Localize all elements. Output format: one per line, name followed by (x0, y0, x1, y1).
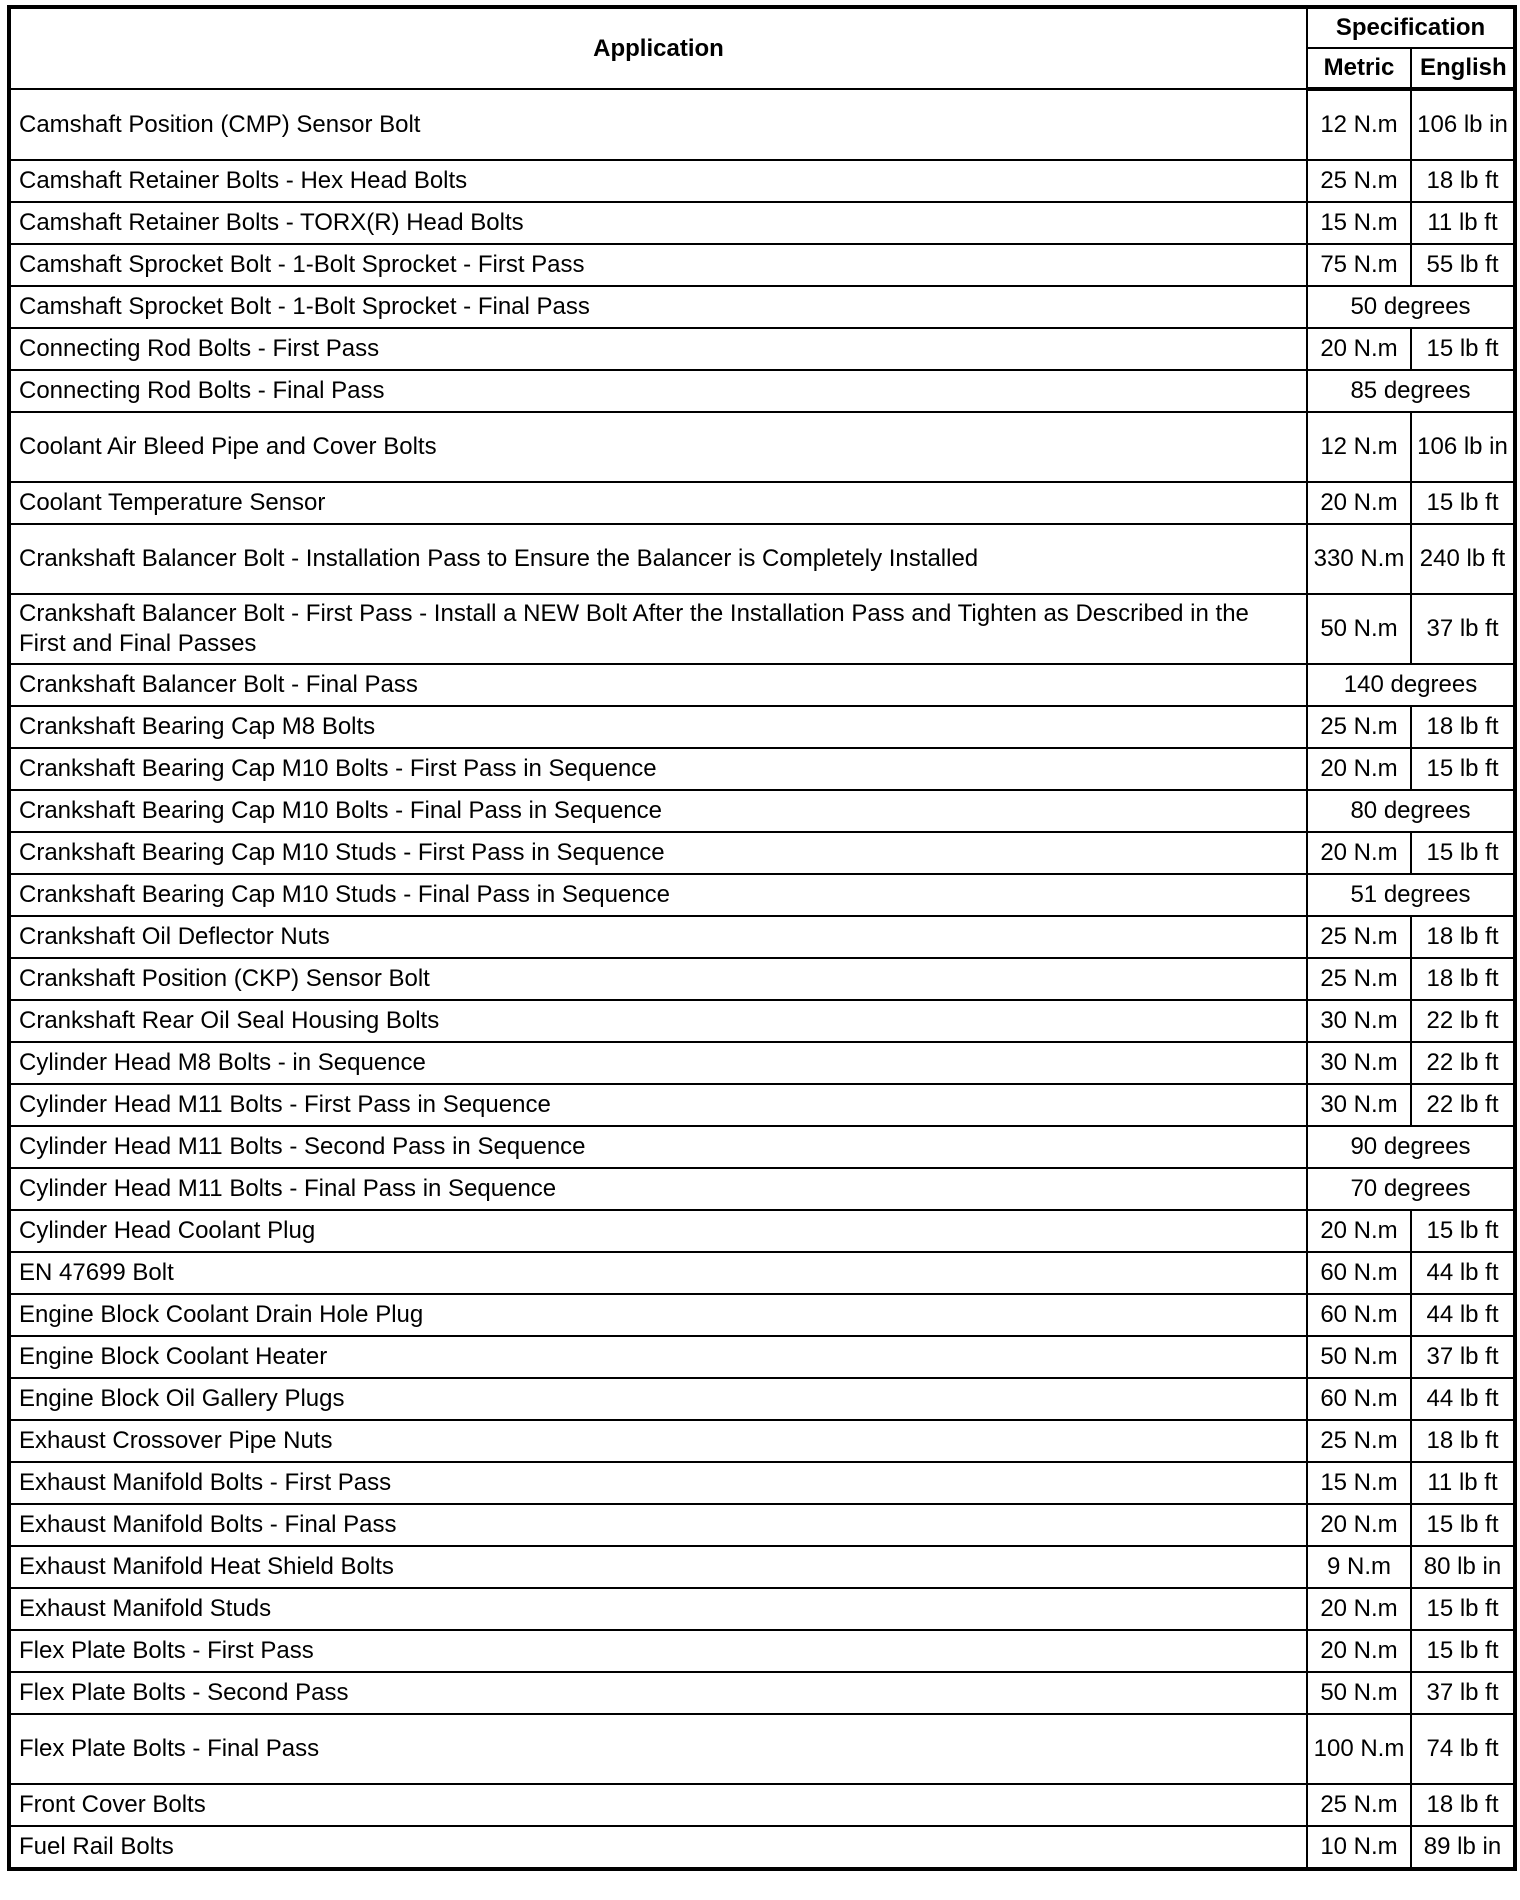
english-cell: 44 lb ft (1411, 1378, 1515, 1420)
metric-cell: 30 N.m (1307, 1042, 1411, 1084)
english-cell: 44 lb ft (1411, 1252, 1515, 1294)
table-row (9, 1126, 1515, 1168)
table-row (9, 874, 1515, 916)
table-row (9, 244, 1515, 286)
application-cell: Exhaust Manifold Heat Shield Bolts (9, 1546, 1307, 1588)
metric-cell: 30 N.m (1307, 1084, 1411, 1126)
metric-cell: 20 N.m (1307, 328, 1411, 370)
application-cell: Engine Block Coolant Heater (9, 1336, 1307, 1378)
english-cell: 37 lb ft (1411, 1672, 1515, 1714)
table-row (9, 1420, 1515, 1462)
english-cell: 15 lb ft (1411, 1210, 1515, 1252)
table-row (9, 1336, 1515, 1378)
application-cell: Exhaust Manifold Bolts - First Pass (9, 1462, 1307, 1504)
table-row (9, 916, 1515, 958)
metric-cell: 25 N.m (1307, 1784, 1411, 1826)
table-row (9, 958, 1515, 1000)
torque-spec-table (7, 5, 1517, 1871)
application-cell: Engine Block Coolant Drain Hole Plug (9, 1294, 1307, 1336)
metric-cell: 20 N.m (1307, 748, 1411, 790)
metric-cell: 50 N.m (1307, 1672, 1411, 1714)
application-header: Application (9, 7, 1307, 89)
application-cell: Crankshaft Balancer Bolt - Installation Pass to Ensure the Balancer is Completely Installed (9, 524, 1307, 594)
metric-cell: 25 N.m (1307, 958, 1411, 1000)
metric-cell: 20 N.m (1307, 1504, 1411, 1546)
application-cell: Crankshaft Bearing Cap M10 Bolts - Final Pass in Sequence (9, 790, 1307, 832)
metric-header: Metric (1307, 48, 1411, 89)
application-cell: Camshaft Retainer Bolts - TORX(R) Head Bolts (9, 202, 1307, 244)
english-cell: 44 lb ft (1411, 1294, 1515, 1336)
metric-cell: 60 N.m (1307, 1378, 1411, 1420)
table-row (9, 160, 1515, 202)
metric-cell: 25 N.m (1307, 706, 1411, 748)
table-row (9, 1462, 1515, 1504)
metric-cell: 50 N.m (1307, 594, 1411, 664)
application-cell: Flex Plate Bolts - Second Pass (9, 1672, 1307, 1714)
table-row (9, 1252, 1515, 1294)
metric-cell: 12 N.m (1307, 89, 1411, 160)
table-row (9, 412, 1515, 482)
application-cell: Cylinder Head M8 Bolts - in Sequence (9, 1042, 1307, 1084)
english-cell: 11 lb ft (1411, 1462, 1515, 1504)
application-cell: Camshaft Sprocket Bolt - 1-Bolt Sprocket - Final Pass (9, 286, 1307, 328)
table-row (9, 328, 1515, 370)
table-row (9, 832, 1515, 874)
table-row (9, 482, 1515, 524)
table-row (9, 1588, 1515, 1630)
application-cell: Crankshaft Bearing Cap M10 Studs - First Pass in Sequence (9, 832, 1307, 874)
angle-spec-cell: 90 degrees (1307, 1126, 1515, 1168)
application-cell: Flex Plate Bolts - First Pass (9, 1630, 1307, 1672)
metric-cell: 25 N.m (1307, 160, 1411, 202)
english-header: English (1411, 48, 1515, 89)
angle-spec-cell: 140 degrees (1307, 664, 1515, 706)
metric-cell: 9 N.m (1307, 1546, 1411, 1588)
english-cell: 18 lb ft (1411, 1420, 1515, 1462)
table-row (9, 664, 1515, 706)
application-cell: Crankshaft Balancer Bolt - First Pass - Install a NEW Bolt After the Installation Pass and Tighten as Described in the First and Final Passes (9, 594, 1307, 664)
table-row (9, 524, 1515, 594)
english-cell: 22 lb ft (1411, 1042, 1515, 1084)
table-row (9, 370, 1515, 412)
english-cell: 15 lb ft (1411, 1504, 1515, 1546)
metric-cell: 30 N.m (1307, 1000, 1411, 1042)
specification-header: Specification (1307, 7, 1515, 48)
english-cell: 15 lb ft (1411, 328, 1515, 370)
application-cell: Engine Block Oil Gallery Plugs (9, 1378, 1307, 1420)
metric-cell: 75 N.m (1307, 244, 1411, 286)
metric-cell: 20 N.m (1307, 832, 1411, 874)
application-cell: Exhaust Crossover Pipe Nuts (9, 1420, 1307, 1462)
application-cell: Cylinder Head M11 Bolts - First Pass in Sequence (9, 1084, 1307, 1126)
application-cell: Exhaust Manifold Studs (9, 1588, 1307, 1630)
table-row (9, 1210, 1515, 1252)
table-row (9, 706, 1515, 748)
english-cell: 37 lb ft (1411, 1336, 1515, 1378)
table-row (9, 1000, 1515, 1042)
metric-cell: 20 N.m (1307, 1630, 1411, 1672)
application-cell: Flex Plate Bolts - Final Pass (9, 1714, 1307, 1784)
metric-cell: 60 N.m (1307, 1294, 1411, 1336)
metric-cell: 20 N.m (1307, 1588, 1411, 1630)
application-cell: Connecting Rod Bolts - First Pass (9, 328, 1307, 370)
table-row (9, 1084, 1515, 1126)
english-cell: 106 lb in (1411, 412, 1515, 482)
table-row (9, 1630, 1515, 1672)
english-cell: 18 lb ft (1411, 958, 1515, 1000)
application-cell: Coolant Temperature Sensor (9, 482, 1307, 524)
angle-spec-cell: 70 degrees (1307, 1168, 1515, 1210)
english-cell: 11 lb ft (1411, 202, 1515, 244)
angle-spec-cell: 50 degrees (1307, 286, 1515, 328)
application-cell: Cylinder Head M11 Bolts - Final Pass in Sequence (9, 1168, 1307, 1210)
application-cell: Camshaft Retainer Bolts - Hex Head Bolts (9, 160, 1307, 202)
english-cell: 240 lb ft (1411, 524, 1515, 594)
table-row (9, 1784, 1515, 1826)
application-cell: Crankshaft Oil Deflector Nuts (9, 916, 1307, 958)
english-cell: 37 lb ft (1411, 594, 1515, 664)
application-cell: Front Cover Bolts (9, 1784, 1307, 1826)
application-cell: Crankshaft Balancer Bolt - Final Pass (9, 664, 1307, 706)
table-row (9, 748, 1515, 790)
application-cell: Cylinder Head Coolant Plug (9, 1210, 1307, 1252)
english-cell: 15 lb ft (1411, 832, 1515, 874)
table-row (9, 1672, 1515, 1714)
english-cell: 18 lb ft (1411, 160, 1515, 202)
english-cell: 15 lb ft (1411, 482, 1515, 524)
english-cell: 18 lb ft (1411, 916, 1515, 958)
application-cell: Camshaft Sprocket Bolt - 1-Bolt Sprocket - First Pass (9, 244, 1307, 286)
torque-spec-table-wrapper (7, 5, 1517, 1871)
application-cell: Coolant Air Bleed Pipe and Cover Bolts (9, 412, 1307, 482)
metric-cell: 12 N.m (1307, 412, 1411, 482)
metric-cell: 20 N.m (1307, 482, 1411, 524)
english-cell: 15 lb ft (1411, 1588, 1515, 1630)
angle-spec-cell: 80 degrees (1307, 790, 1515, 832)
table-row (9, 202, 1515, 244)
table-row (9, 1714, 1515, 1784)
english-cell: 22 lb ft (1411, 1084, 1515, 1126)
table-row (9, 1504, 1515, 1546)
application-cell: Connecting Rod Bolts - Final Pass (9, 370, 1307, 412)
english-cell: 55 lb ft (1411, 244, 1515, 286)
metric-cell: 10 N.m (1307, 1826, 1411, 1869)
metric-cell: 25 N.m (1307, 916, 1411, 958)
metric-cell: 330 N.m (1307, 524, 1411, 594)
table-row (9, 286, 1515, 328)
english-cell: 74 lb ft (1411, 1714, 1515, 1784)
table-row (9, 1378, 1515, 1420)
application-cell: Crankshaft Rear Oil Seal Housing Bolts (9, 1000, 1307, 1042)
english-cell: 106 lb in (1411, 89, 1515, 160)
table-row (9, 1826, 1515, 1869)
application-cell: EN 47699 Bolt (9, 1252, 1307, 1294)
english-cell: 89 lb in (1411, 1826, 1515, 1869)
application-cell: Camshaft Position (CMP) Sensor Bolt (9, 89, 1307, 160)
metric-cell: 60 N.m (1307, 1252, 1411, 1294)
metric-cell: 100 N.m (1307, 1714, 1411, 1784)
application-cell: Crankshaft Bearing Cap M10 Bolts - First Pass in Sequence (9, 748, 1307, 790)
metric-cell: 50 N.m (1307, 1336, 1411, 1378)
table-row (9, 89, 1515, 160)
application-cell: Cylinder Head M11 Bolts - Second Pass in Sequence (9, 1126, 1307, 1168)
application-cell: Crankshaft Position (CKP) Sensor Bolt (9, 958, 1307, 1000)
metric-cell: 20 N.m (1307, 1210, 1411, 1252)
table-row (9, 1168, 1515, 1210)
application-cell: Exhaust Manifold Bolts - Final Pass (9, 1504, 1307, 1546)
english-cell: 15 lb ft (1411, 748, 1515, 790)
angle-spec-cell: 85 degrees (1307, 370, 1515, 412)
metric-cell: 15 N.m (1307, 1462, 1411, 1504)
table-row (9, 1546, 1515, 1588)
table-row (9, 790, 1515, 832)
english-cell: 18 lb ft (1411, 706, 1515, 748)
application-cell: Crankshaft Bearing Cap M10 Studs - Final Pass in Sequence (9, 874, 1307, 916)
metric-cell: 15 N.m (1307, 202, 1411, 244)
table-row (9, 1042, 1515, 1084)
english-cell: 22 lb ft (1411, 1000, 1515, 1042)
table-row (9, 594, 1515, 664)
table-body (9, 89, 1515, 1869)
english-cell: 15 lb ft (1411, 1630, 1515, 1672)
application-cell: Crankshaft Bearing Cap M8 Bolts (9, 706, 1307, 748)
angle-spec-cell: 51 degrees (1307, 874, 1515, 916)
metric-cell: 25 N.m (1307, 1420, 1411, 1462)
application-cell: Fuel Rail Bolts (9, 1826, 1307, 1869)
english-cell: 80 lb in (1411, 1546, 1515, 1588)
english-cell: 18 lb ft (1411, 1784, 1515, 1826)
table-row (9, 1294, 1515, 1336)
